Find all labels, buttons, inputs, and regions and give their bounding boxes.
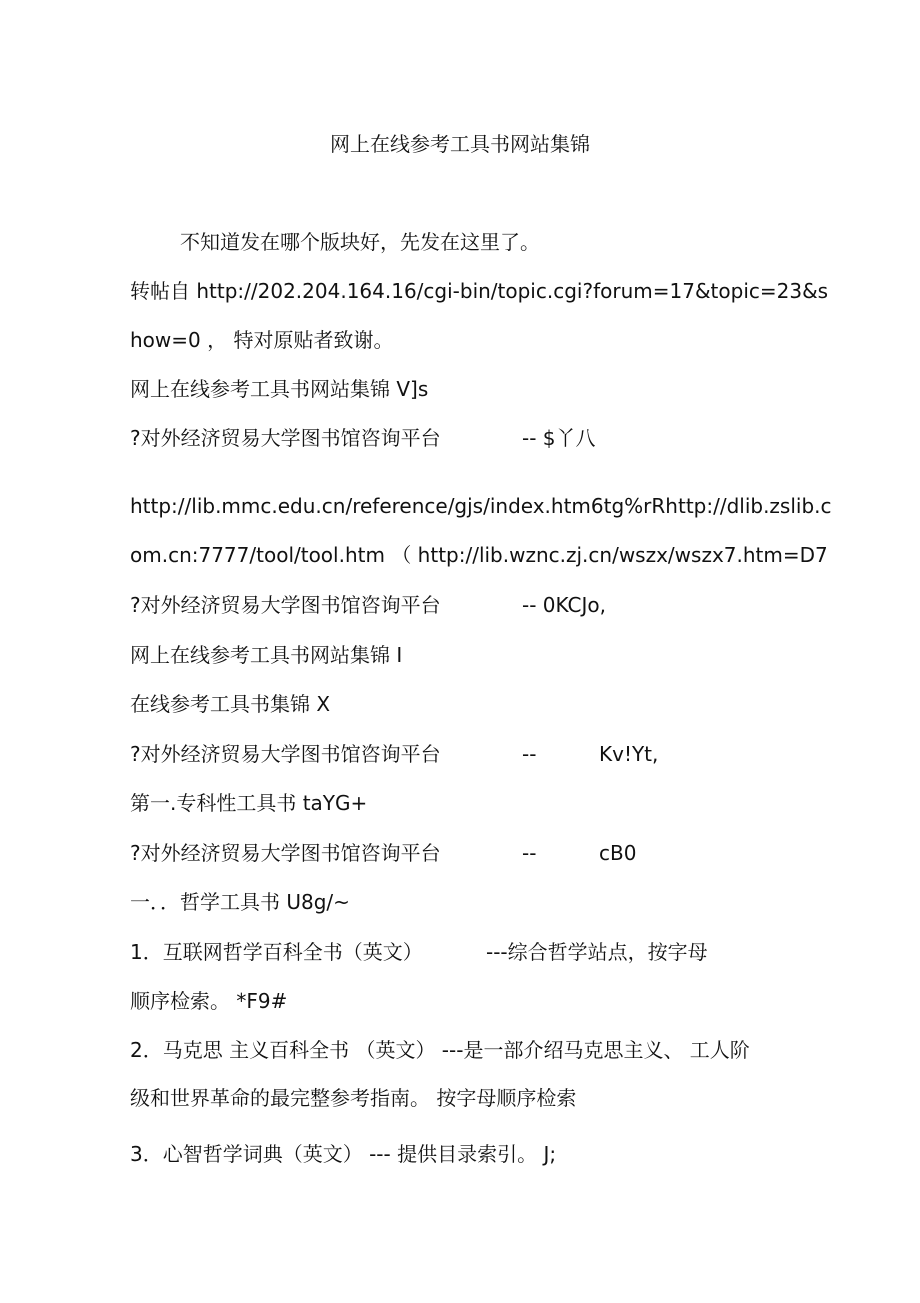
list-item-3: 3．心智哲学词典（英文） --- 提供目录索引。 J; bbox=[130, 1142, 557, 1166]
list-item-2-cont: 级和世界革命的最完整参考指南。 按字母顺序检索 bbox=[130, 1086, 577, 1110]
platform-suffix: -- $丫八 bbox=[522, 426, 596, 450]
platform-label: ?对外经济贸易大学图书馆咨询平台 bbox=[130, 593, 441, 617]
platform-line-h bbox=[130, 839, 830, 867]
platform-line-c bbox=[130, 591, 830, 619]
subsection-heading: 一．．哲学工具书 U8g/~ bbox=[130, 890, 350, 914]
list-item-1 bbox=[130, 938, 830, 966]
url-line-1: http://lib.mmc.edu.cn/reference/gjs/index.htm6tg%rRhttp://dlib.zslib.c bbox=[130, 494, 832, 518]
intro-text: 不知道发在哪个版块好，先发在这里了。 bbox=[180, 230, 540, 254]
platform-label: ?对外经济贸易大学图书馆咨询平台 bbox=[130, 742, 441, 766]
list-item-desc: ---综合哲学站点，按字母 bbox=[486, 940, 708, 964]
document-title: 网上在线参考工具书网站集锦 bbox=[330, 132, 590, 156]
list-item-title: 1．互联网哲学百科全书（英文） bbox=[130, 940, 423, 964]
platform-label: ?对外经济贸易大学图书馆咨询平台 bbox=[130, 426, 441, 450]
platform-line-f bbox=[130, 740, 830, 768]
platform-suffix: cB0 bbox=[599, 841, 637, 865]
repost-line-1: 转帖自 http://202.204.164.16/cgi-bin/topic.cgi?forum=17&topic=23&s bbox=[130, 279, 829, 303]
repost-line-2: how=0 ， 特对原贴者致谢。 bbox=[130, 328, 394, 352]
platform-dash: -- bbox=[522, 742, 537, 766]
text-line-a: 网上在线参考工具书网站集锦 V]s bbox=[130, 377, 429, 401]
platform-line-b bbox=[130, 424, 830, 452]
list-item-2: 2．马克思 主义百科全书 （英文） ---是一部介绍马克思主义、 工人阶 bbox=[130, 1038, 750, 1062]
platform-dash: -- bbox=[522, 841, 537, 865]
text-line-e: 在线参考工具书集锦 X bbox=[130, 692, 331, 716]
platform-suffix: -- 0KCJo, bbox=[522, 593, 606, 617]
list-item-1-cont: 顺序检索。 *F9# bbox=[130, 989, 288, 1013]
platform-label: ?对外经济贸易大学图书馆咨询平台 bbox=[130, 841, 441, 865]
section-heading-1: 第一.专科性工具书 taYG+ bbox=[130, 791, 368, 815]
platform-suffix: Kv!Yt, bbox=[599, 742, 659, 766]
url-line-2: om.cn:7777/tool/tool.htm （ http://lib.wznc.zj.cn/wszx/wszx7.htm=D7 bbox=[130, 543, 828, 567]
text-line-d: 网上在线参考工具书网站集锦 I bbox=[130, 643, 403, 667]
